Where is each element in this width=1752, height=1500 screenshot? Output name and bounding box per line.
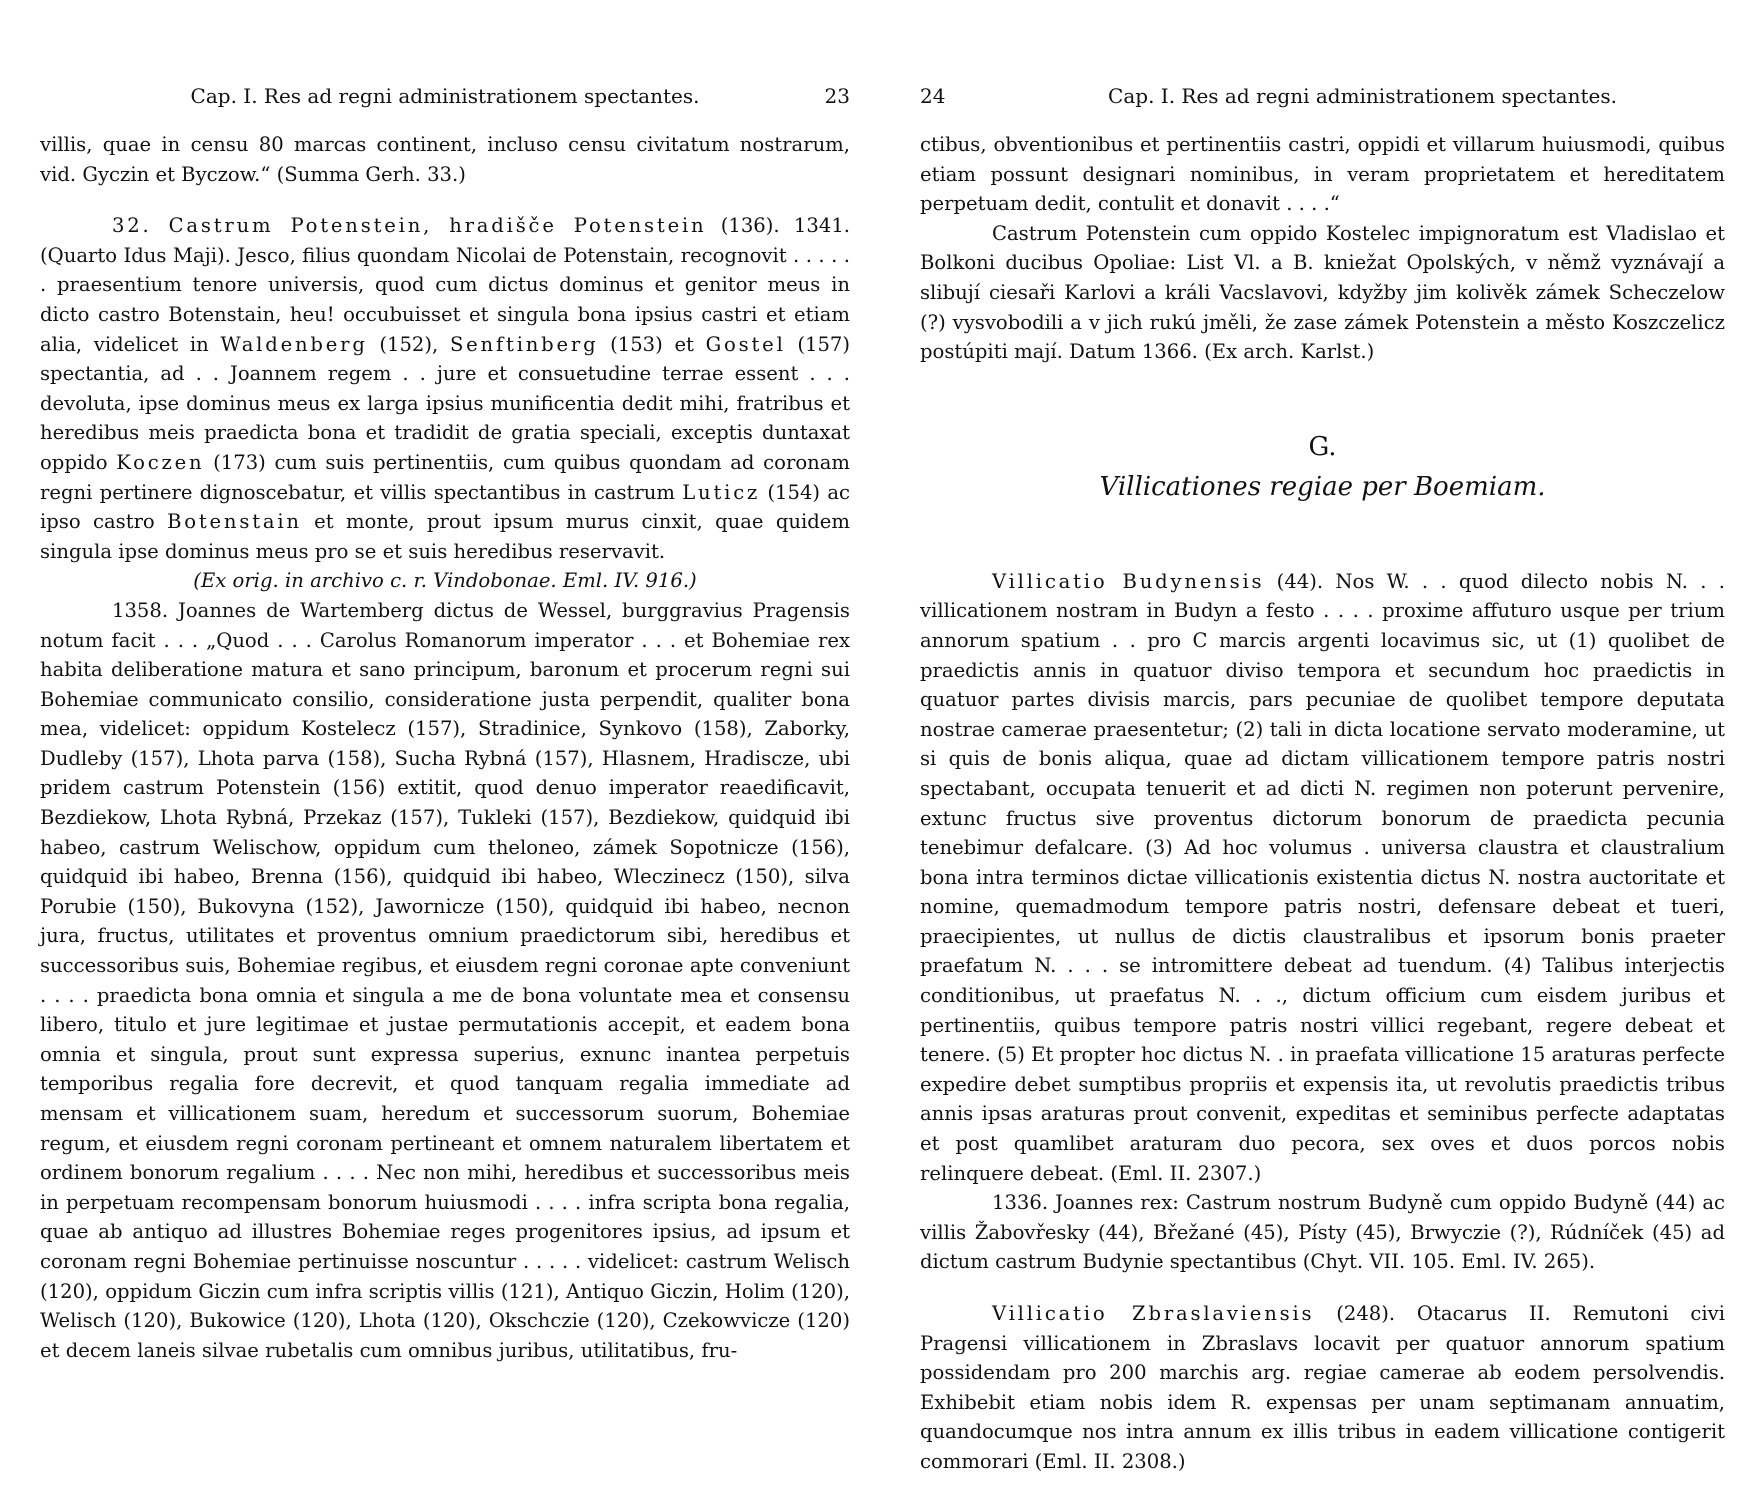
place-gostel: Gostel [705,332,786,356]
right-paragraph-3: Villicatio Budynensis (44). Nos W. . . quod dilecto nobis N. . . villicationem nostram in Budyn a festo . . . . proxime affuturo usque per trium annorum spatium . . pro C marcis argenti locavimus sic, ut (1) quolibet de praedictis annis in quatuor diviso tempora et secundum hoc praedictis in quatuor partes divisis marcis, pars pecuniae de quolibet tempore deputata nostrae camerae praesentetur; (2) tali in dicta locatione servato moderamine, ut si quis de bonis aliqua, quae ad dictam villicationem tempore patris nostri spectabant, occupata tenuerit et ad dicti N. regimen non poterunt pervenire, extunc fructus sive proventus dictorum bonorum de praedicta pecunia tenebimur defalcare. (3) Ad hoc volumus . universa claustra et claustralium bona intra terminos dictae villicationis existentia dictus N. nostra auctoritate et nomine, quemadmodum tempore patris nostri, defensare debeat et tueri, praecipientes, ut nullus de dictis claustralibus et ipsorum bonis praeter praefatum N. . . . se intromittere debeat ad tuendum. (4) Talibus interjectis conditionibus, ut praefatus N. . ., dictum officium cum eisdem juribus et pertinentiis, quibus tempore patris nostri villici regebant, regere debeat et tenere. (5) Et propter hoc dictus N. . in praefata villicatione 15 araturas perfecte expedire debet sumptibus propriis et expensis ita, ut revolutis praedictis tribus annis ipsas araturas prout convenit, expeditas et seminibus perfecte adaptatas et post quamlibet araturam duo pecora, sex oves et duos porcos nobis relinquere debeat. (Eml. II. 2307.) [920,569,1725,1185]
left-running-header [40,76,850,116]
left-page [40,0,850,1500]
entry-heading-potenstein: 32. Castrum Potenstein, hradišče Potenstein [112,214,707,238]
place-botenstain: Botenstain [167,510,302,534]
entry-heading-budynensis: Villicatio Budynensis [992,569,1265,593]
entry-heading-zbraslaviensis: Villicatio Zbraslaviensis [992,1302,1315,1325]
left-source-citation: (Ex orig. in archivo c. r. Vindobonae. Eml. IV. 916.) [193,569,697,593]
right-paragraph-1: ctibus, obventionibus et pertinentiis castri, oppidi et villarum huiusmodi, quibus etiam possunt designari nominibus, in veram proprietatem et hereditatem perpetuam dedit, contulit et donavit . . . .“ [920,133,1725,216]
left-paragraph-1: villis, quae in censu 80 marcas continent, incluso censu civitatum nostrarum, vid. Gyczin et Byczow.“ (Summa Gerh. 33.) [40,133,850,186]
place-senftinberg: Senftinberg [449,332,599,356]
left-paragraph-2: 32. Castrum Potenstein, hradišče Potenstein (136). 1341. (Quarto Idus Maji). Jesco, filius quondam Nicolai de Potenstain, recognovit . . . . . . praesentium tenore universis, quod cum dictus dominus et genitor meus in dicto castro Botenstain, heu! occubuisset et singula bona ipsius castri et etiam alia, videlicet in Waldenberg (152), Senftinberg (153) et Gostel (157) spectantia, ad . . Joannem regem . . jure et consuetudine terrae essent . . . devoluta, ipse dominus meus ex larga ipsius munificentia dedit mihi, fratribus et heredibus meis praedicta bona et tradidit de gratia speciali, exceptis duntaxat oppido Koczen (173) cum suis pertinentiis, cum quibus quondam ad coronam regni pertinere dignoscebatur, et villis spectantibus in castrum Luticz (154) ac ipso castro Botenstain et monte, prout ipsum murus cinxit, quae quidem singula ipse dominus meus pro se et suis heredibus reservavit. [40,214,851,563]
right-paragraph-4: 1336. Joannes rex: Castrum nostrum Budyně cum oppido Budyně (44) ac villis Žabovřesky (44), Břežané (45), Písty (45), Brwyczie (?), Rúdníček (45) ad dictum castrum Budynie spectantibus (Chyt. VII. 105. Eml. IV. 265). [920,1191,1725,1274]
place-luticz: Luticz [682,480,761,504]
section-title: Villicationes regiae per Boemiam. [1099,471,1546,502]
left-paragraph-3: 1358. Joannes de Wartemberg dictus de Wessel, burggravius Pragensis notum facit . . . „Quod . . . Carolus Romanorum imperator . . . et Bohemiae rex habita deliberatione matura et sano principum, baronum et procerum regni sui Bohemiae communicato consilio, consideratione justa perpendit, qualiter bona mea, videlicet: oppidum Kostelecz (157), Stradinice, Synkovo (158), Zaborky, Dudleby (157), Lhota parva (158), Sucha Rybná (157), Hlasnem, Hradiscze, ubi pridem castrum Potenstein (156) extitit, quod denuo imperator reaedificavit, Bezdiekow, Lhota Rybná, Przekaz (157), Tukleki (157), Bezdiekow, quidquid ibi habeo, castrum Welischow, oppidum cum theloneo, zámek Sopotnicze (156), quidquid ibi habeo, Brenna (156), quidquid ibi habeo, Wleczinecz (150), silva Porubie (150), Bukovyna (152), Jawornicze (150), quidquid ibi habeo, necnon jura, fructus, utilitates et proventus omnium praedictorum sibi, heredibus et successoribus suis, Bohemiae regibus, et eiusdem regni coronae apte conveniunt . . . . praedicta bona omnia et singula a me de bona voluntate mea et consensu libero, titulo et jure legitimae et justae permutationis accepit, et eadem bona omnia et singula, prout sunt expressa superius, exnunc inantea perpetuis temporibus regalia fore decrevit, et quod tanquam regalia immediate ad mensam et villicationem suam, heredum et successorum suorum, Bohemiae regum, et eiusdem regni coronam pertineant et omnem naturalem libertatem et ordinem bonorum regalium . . . . Nec non mihi, heredibus et successoribus meis in perpetuam recompensam bonorum huiusmodi . . . . infra scripta bona regalia, quae ab antiquo ad illustres Bohemiae reges progenitores ipsius, ad ipsum et coronam regni Bohemiae pertinuisse noscuntur . . . . . videlicet: castrum Welisch (120), oppidum Giczin cum infra scriptis villis (121), Antiquo Giczin, Holim (120), Welisch (120), Bukowice (120), Lhota (120), Okschczie (120), Czekowvicze (120) et decem laneis silvae rubetalis cum omnibus juribus, utilitatibus, fru- [40,598,850,1362]
right-page [920,0,1725,1500]
section-letter: G. [1308,431,1337,462]
place-koczen: Koczen [116,450,205,474]
right-page-number: 24 [920,84,946,108]
place-waldenberg: Waldenberg [220,332,368,356]
right-page-body [920,130,1725,1477]
left-page-number: 23 [824,84,850,108]
left-page-body [40,130,850,1365]
right-paragraph-5: Villicatio Zbraslaviensis (248). Otacarus II. Remutoni civi Pragensi villicationem in Zbraslavs locavit per quatuor annorum spatium possidendam pro 200 marchis arg. regiae camerae ab eodem persolvendis. Exhibebit etiam nobis idem R. expensas per unam septimanam annuatim, quandocumque nos intra annum ex illis tribus in eadem villicatione contigerit commorari (Eml. II. 2308.) [920,1302,1726,1473]
left-header-title: Cap. I. Res ad regni administrationem spectantes. [190,84,700,108]
right-paragraph-2: Castrum Potenstein cum oppido Kostelec impignoratum est Vladislao et Bolkoni ducibus Opoliae: List Vl. a B. kniežat Opolských, v němž vyznávají a slibují ciesaři Karlovi a králi Vacslavovi, kdyžby jim kolivěk zámek Scheczelow (?) vysvobodili a v jich rukú jměli, že zase zámek Potenstein a město Koszczelicz postúpiti mají. Datum 1366. (Ex arch. Karlst.) [920,221,1725,364]
right-header-title: Cap. I. Res ad regni administrationem spectantes. [1108,84,1617,108]
right-running-header [920,76,1725,116]
